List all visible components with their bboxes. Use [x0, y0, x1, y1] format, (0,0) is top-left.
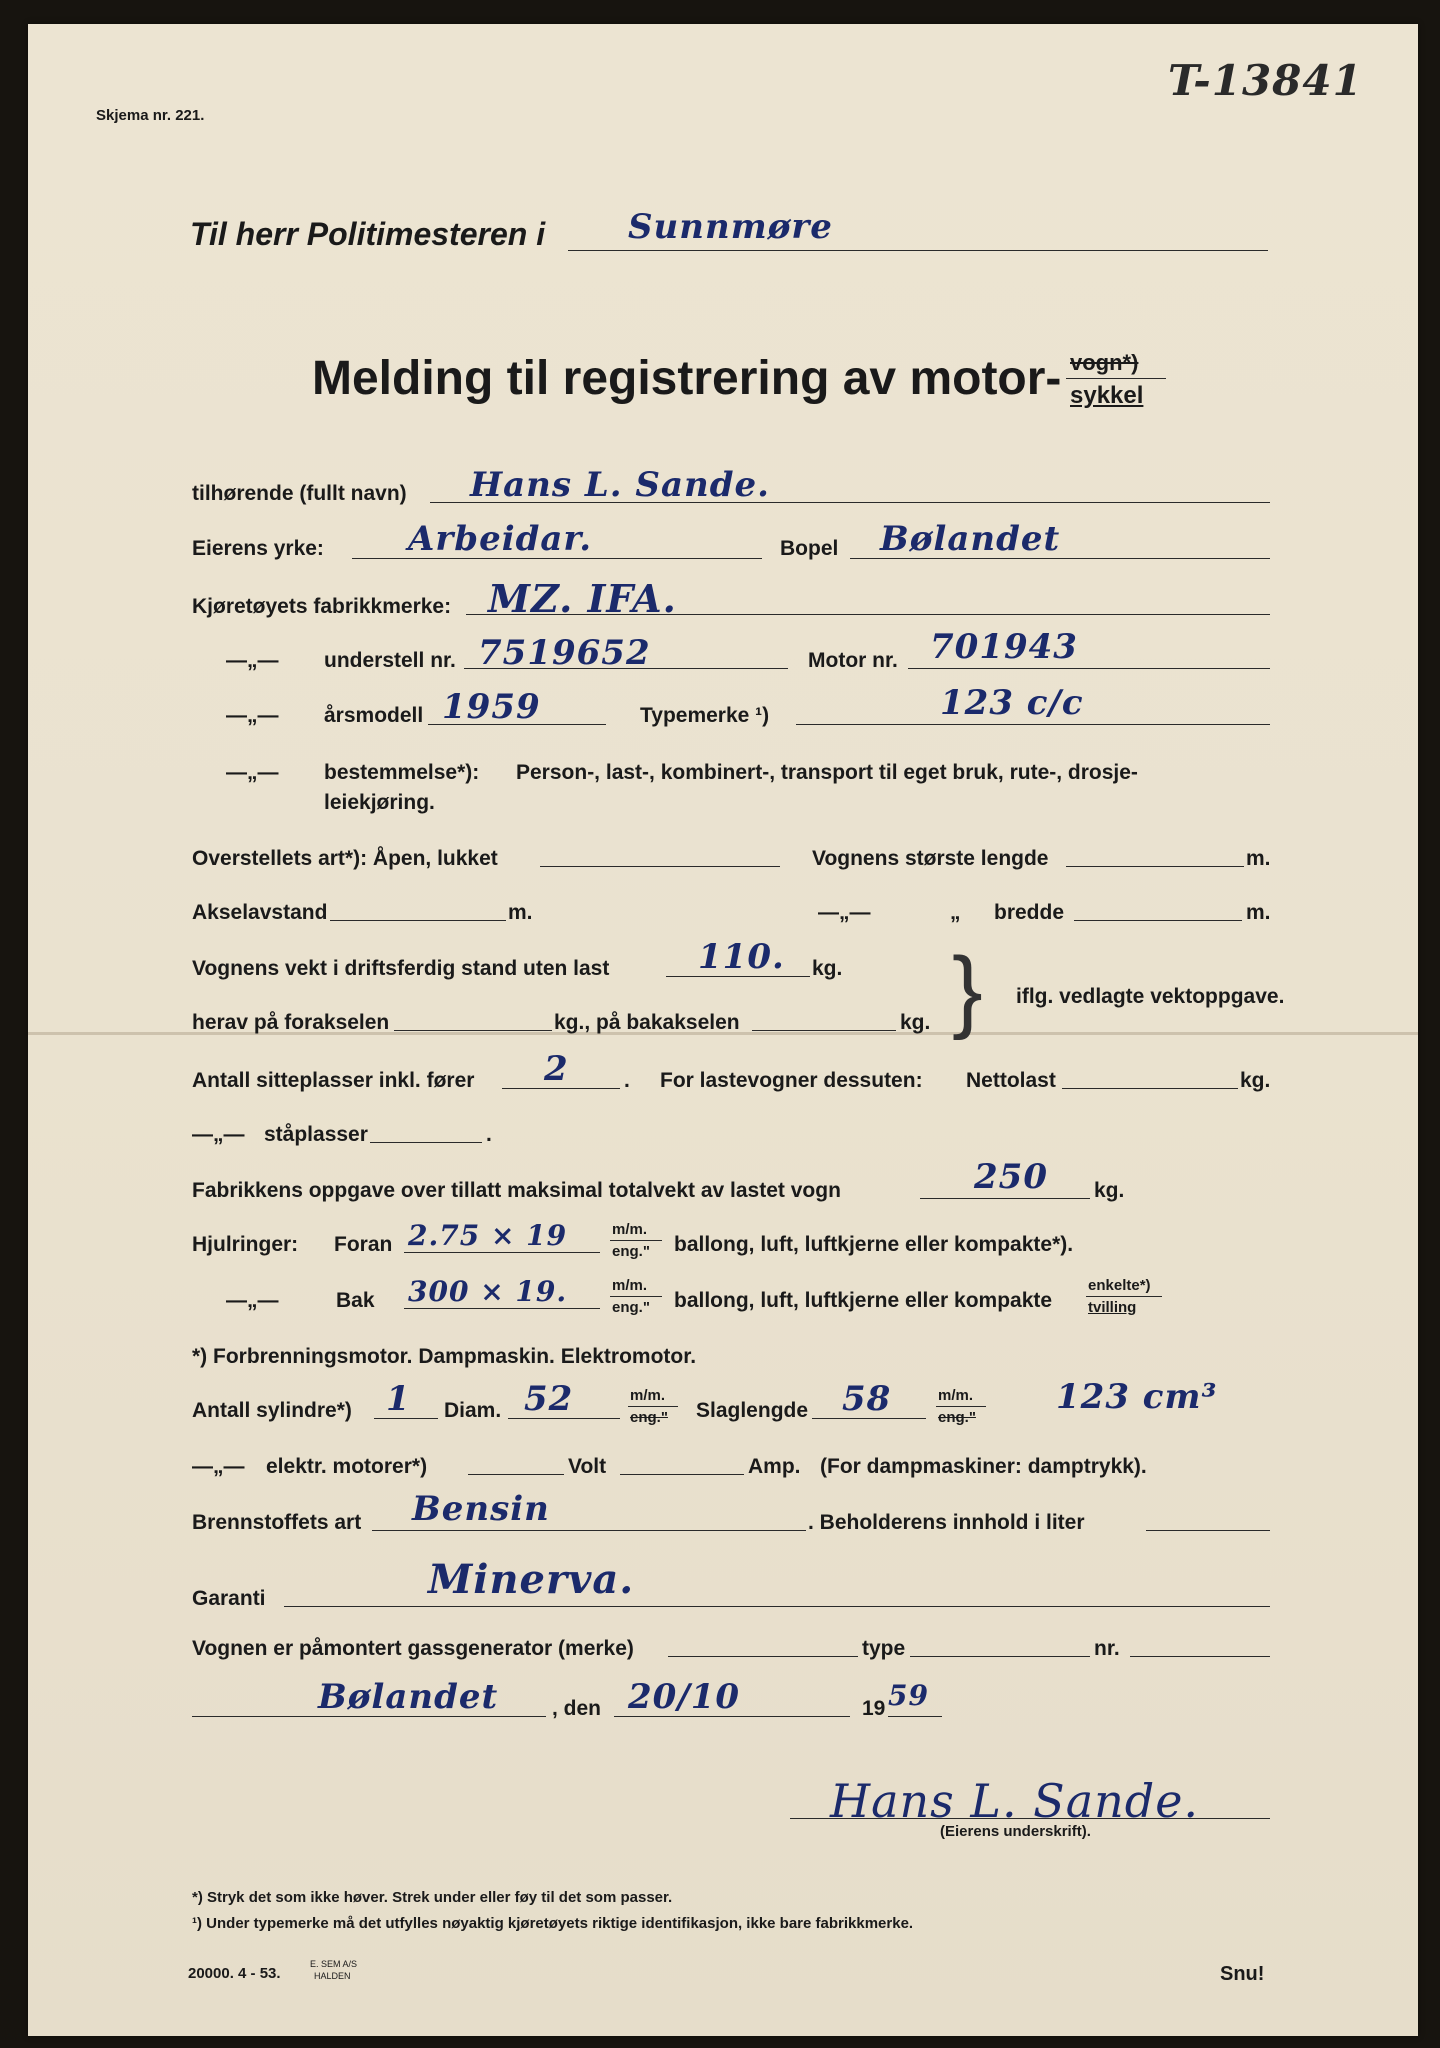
title-divider [1066, 378, 1166, 379]
guarantee-label: Garanti [192, 1587, 266, 1610]
tires-rear-unit-top: m/m. [612, 1277, 648, 1294]
fuel-label: Brennstoffets art [192, 1511, 362, 1534]
tires-front-unit-bottom: eng." [612, 1243, 650, 1260]
body-type-line [540, 866, 780, 867]
stroke-unit-bottom: eng." [938, 1409, 976, 1426]
max-length-unit: m. [1246, 847, 1271, 870]
title-option-vogn: vogn*) [1070, 350, 1139, 375]
steam-note: (For dampmaskiner: damptrykk). [820, 1455, 1147, 1478]
empty-weight-unit: kg. [812, 957, 843, 980]
archive-reference: T-13841 [1168, 56, 1363, 105]
owner-signature: Hans L. Sande. [830, 1774, 1200, 1828]
owner-name-value: Hans L. Sande. [470, 465, 770, 505]
electric-label: elektr. motorer*) [266, 1455, 428, 1478]
electric-ditto: —„— [192, 1455, 245, 1478]
motor-value: 701943 [930, 627, 1078, 667]
date-den-label: , den [552, 1697, 602, 1720]
tires-front-label: Foran [334, 1233, 393, 1256]
tires-rear-unit-bottom: eng." [612, 1299, 650, 1316]
tires-rear-line [404, 1308, 600, 1309]
purpose-text-1: Person-, last-, kombinert-, transport til eget bruk, rute-, drosje- [516, 761, 1138, 784]
empty-weight-value: 110. [698, 937, 785, 977]
tank-line [1146, 1530, 1270, 1531]
tires-front-value: 2.75 × 19 [408, 1219, 568, 1252]
tires-front-unit-divider [610, 1240, 662, 1241]
make-label: Kjøretøyets fabrikkmerke: [192, 595, 452, 618]
rear-axle-line [752, 1030, 896, 1031]
tank-label: . Beholderens innhold i liter [808, 1511, 1085, 1534]
width-unit: m. [1246, 901, 1271, 924]
addressee-line [568, 250, 1268, 251]
chassis-ditto: —„— [226, 649, 279, 672]
gas-line [668, 1656, 858, 1657]
max-weight-label: Fabrikkens oppgave over tillatt maksimal totalvekt av lastet vogn [192, 1179, 841, 1202]
max-weight-value: 250 [974, 1157, 1048, 1197]
net-load-label: Nettolast [966, 1069, 1056, 1092]
stroke-value: 58 [842, 1379, 892, 1419]
standing-period: . [486, 1123, 492, 1146]
width-quote: „ [950, 901, 961, 924]
max-weight-line [920, 1198, 1090, 1199]
front-axle-line [394, 1030, 552, 1031]
turn-over-note: Snu! [1220, 1963, 1265, 1985]
purpose-label: bestemmelse*): [324, 761, 480, 784]
motor-line [908, 668, 1270, 669]
diameter-unit-divider [628, 1406, 678, 1407]
year-line [888, 1716, 942, 1717]
type-label: Typemerke ¹) [640, 704, 770, 727]
gas-nr-label: nr. [1094, 1637, 1120, 1660]
footnote-2: ¹) Under typemerke må det utfylles nøyaktig kjøretøyets riktige identifikasjon, ikke bare fabrikkmerke. [192, 1915, 914, 1932]
engine-kinds: *) Forbrenningsmotor. Dampmaskin. Elektromotor. [192, 1345, 697, 1368]
motor-label: Motor nr. [808, 649, 898, 672]
make-value: MZ. IFA. [488, 576, 677, 621]
guarantee-value: Minerva. [428, 1556, 635, 1603]
amp-label: Amp. [748, 1455, 801, 1478]
guarantee-line [284, 1606, 1270, 1607]
tires-rear-value: 300 × 19. [408, 1275, 568, 1308]
occupation-value: Arbeidar. [408, 519, 593, 559]
cylinders-value: 1 [386, 1379, 411, 1419]
volt-line [620, 1474, 744, 1475]
volt-label: Volt [568, 1455, 607, 1478]
gas-nr-line [1130, 1656, 1270, 1657]
diameter-unit-bottom: eng." [630, 1409, 668, 1426]
form-title: Melding til registrering av motor- [312, 352, 1062, 405]
form-number: Skjema nr. 221. [96, 107, 205, 124]
rear-axle-label: kg., på bakakselen [554, 1011, 740, 1034]
footnote-1: *) Stryk det som ikke høver. Strek under eller føy til det som passer. [192, 1889, 673, 1906]
tires-front-options: ballong, luft, luftkjerne eller kompakte*). [674, 1233, 1074, 1256]
addressee-label: Til herr Politimesteren i [190, 216, 546, 252]
net-load-line [1062, 1088, 1238, 1089]
purpose-text-2: leiekjøring. [324, 791, 435, 814]
print-info: 20000. 4 - 53. [188, 1965, 281, 1982]
tires-front-line [404, 1252, 600, 1253]
max-length-label: Vognens største lengde [812, 847, 1049, 870]
gas-type-line [910, 1656, 1090, 1657]
weight-note: iflg. vedlagte vektoppgave. [1016, 985, 1285, 1008]
fuel-line [372, 1530, 806, 1531]
residence-label: Bopel [780, 537, 839, 560]
stroke-label: Slaglengde [696, 1399, 809, 1422]
model-year-label: årsmodell [324, 704, 424, 727]
standing-line [370, 1142, 482, 1143]
chassis-label: understell nr. [324, 649, 456, 672]
tires-rear-ditto: —„— [226, 1289, 279, 1312]
width-ditto: —„— [818, 901, 871, 924]
printer-city: HALDEN [314, 1971, 351, 1981]
wheelbase-line [330, 920, 506, 921]
occupation-label: Eierens yrke: [192, 537, 324, 560]
wheelbase-unit: m. [508, 901, 533, 924]
max-length-line [1066, 866, 1244, 867]
standing-ditto: —„— [192, 1123, 245, 1146]
fuel-value: Bensin [412, 1489, 550, 1529]
net-load-unit: kg. [1240, 1069, 1271, 1092]
year-prefix: 19 [862, 1697, 886, 1720]
seats-period: . [624, 1069, 630, 1092]
diameter-unit-top: m/m. [630, 1387, 666, 1404]
type-value: 123 c/c [940, 683, 1084, 723]
cylinders-label: Antall sylindre*) [192, 1399, 352, 1422]
signature-caption: (Eierens underskrift). [940, 1823, 1091, 1840]
gas-label: Vognen er påmontert gassgenerator (merke) [192, 1637, 634, 1660]
addressee-value: Sunnmøre [628, 207, 833, 247]
signature-line [790, 1818, 1270, 1819]
standing-label: ståplasser [264, 1123, 368, 1146]
owner-name-label: tilhørende (fullt navn) [192, 482, 407, 505]
chassis-value: 7519652 [478, 633, 651, 673]
tires-label: Hjulringer: [192, 1233, 299, 1256]
electric-line [468, 1474, 564, 1475]
empty-weight-label: Vognens vekt i driftsferdig stand uten last [192, 957, 610, 980]
gas-type-label: type [862, 1637, 906, 1660]
date-value: 20/10 [628, 1677, 741, 1717]
tires-single: enkelte*) [1088, 1277, 1151, 1294]
type-line [796, 724, 1270, 725]
residence-value: Bølandet [880, 519, 1061, 559]
weight-brace: } [952, 939, 983, 1041]
body-type-label: Overstellets art*): Åpen, lukket [192, 847, 498, 870]
max-weight-unit: kg. [1094, 1179, 1125, 1202]
seats-value: 2 [544, 1049, 569, 1089]
tires-twin: tvilling [1088, 1299, 1137, 1316]
diameter-label: Diam. [444, 1399, 502, 1422]
displacement-value: 123 cm³ [1056, 1377, 1218, 1417]
tires-rear-options: ballong, luft, luftkjerne eller kompakte [674, 1289, 1053, 1312]
title-option-sykkel: sykkel [1070, 382, 1144, 409]
tires-front-unit-top: m/m. [612, 1221, 648, 1238]
stroke-unit-divider [936, 1406, 986, 1407]
freight-label: For lastevogner dessuten: [660, 1069, 923, 1092]
rear-axle-unit: kg. [900, 1011, 931, 1034]
front-axle-label: herav på forakselen [192, 1011, 390, 1034]
seats-label: Antall sitteplasser inkl. fører [192, 1069, 475, 1092]
model-year-value: 1959 [442, 687, 541, 727]
wheelbase-label: Akselavstand [192, 901, 328, 924]
model-year-ditto: —„— [226, 704, 279, 727]
diameter-value: 52 [524, 1379, 574, 1419]
tires-rear-unit-divider [610, 1296, 662, 1297]
year-suffix: 59 [888, 1679, 929, 1712]
purpose-ditto: —„— [226, 761, 279, 784]
place-value: Bølandet [318, 1677, 499, 1717]
tires-rear-label: Bak [336, 1289, 375, 1312]
width-label: bredde [994, 901, 1065, 924]
width-line [1074, 920, 1242, 921]
tires-single-divider [1086, 1296, 1162, 1297]
stroke-unit-top: m/m. [938, 1387, 974, 1404]
printer-name: E. SEM A/S [310, 1959, 358, 1969]
